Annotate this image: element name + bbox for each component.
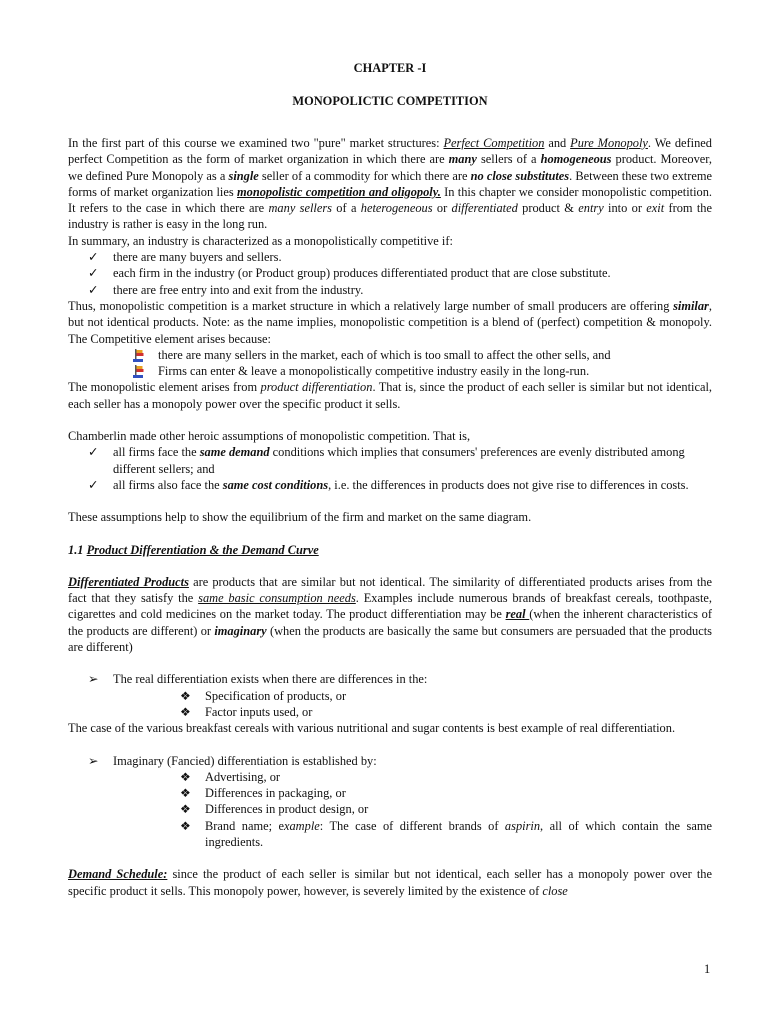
list-item: ✓ all firms face the same demand conditions which implies that consumers' preferences are evenly distributed among different sellers; and — [88, 445, 685, 476]
paragraph: Chamberlin made other heroic assumptions of monopolistic competition. That is, — [68, 429, 471, 444]
list-item: ➢ Imaginary (Fancied) differentiation is established by: — [88, 753, 377, 768]
flag-bullet-icon — [132, 365, 146, 378]
chapter-heading: CHAPTER -I — [353, 61, 427, 75]
arrow-bullet-icon: ➢ — [88, 672, 99, 687]
paragraph: These assumptions help to show the equilibrium of the firm and market on the same diagram. — [68, 510, 532, 525]
paragraph: Differentiated Products are products that are similar but not identical. The similarity of differentiated products arises from the fact that they satisfy the same basic consumption needs. Examples include numerous brands of breakfast cereals, toothpaste, cigarettes and cold medicines on the market today. The product differentiation may be real (when the inherent characteristics of the products are different) or imaginary (when the products are basically the same but consumers are persuaded that the products are different) — [68, 574, 712, 655]
checkmark-icon: ✓ — [88, 477, 99, 492]
checkmark-icon: ✓ — [88, 250, 99, 265]
list-item: ❖ Advertising, or — [180, 769, 281, 784]
list-item: there are many sellers in the market, each of which is too small to affect the other sells, and — [68, 347, 712, 363]
paragraph: The case of the various breakfast cereals with various nutritional and sugar contents is best example of real differentiation. — [68, 721, 676, 736]
flag-bullet-icon — [132, 349, 146, 362]
diamond-bullet-icon: ❖ — [180, 818, 191, 833]
summary-line: In summary, an industry is characterized as a monopolistically competitive if: — [68, 233, 453, 248]
arrow-bullet-icon: ➢ — [88, 753, 99, 768]
list-item: ❖ Factor inputs used, or — [180, 704, 313, 719]
diamond-bullet-icon: ❖ — [180, 769, 191, 784]
paragraph: Demand Schedule: since the product of each seller is similar but not identical, each seller has a monopoly power over the specific product it sells. This monopoly power, however, is severely limited by the existence of close — [68, 867, 712, 898]
page-number: 1 — [704, 962, 711, 976]
checkmark-icon: ✓ — [88, 445, 99, 460]
list-item: ✓ there are many buyers and sellers. — [88, 250, 282, 265]
list-item: ❖ Brand name; example: The case of different brands of aspirin, all of which contain the same ingredients. — [180, 818, 712, 849]
list-item: ✓ there are free entry into and exit from the industry. — [88, 282, 364, 297]
checkmark-icon: ✓ — [88, 266, 99, 281]
checkmark-icon: ✓ — [88, 282, 99, 297]
list-item: Firms can enter & leave a monopolistically competitive industry easily in the long-run. — [68, 363, 712, 379]
diamond-bullet-icon: ❖ — [180, 786, 191, 801]
chapter-title: MONOPOLICTIC COMPETITION — [292, 94, 488, 108]
list-item: ❖ Differences in packaging, or — [180, 786, 346, 801]
list-item: ✓ all firms also face the same cost conditions, i.e. the differences in products does not give rise to differences in costs. — [88, 477, 689, 492]
paragraph: Thus, monopolistic competition is a market structure in which a relatively large number of small producers are offering similar, but not identical products. Note: as the name implies, monopolistic competition is a blend of (perfect) competition & monopoly. The Competitive element arises because: — [68, 298, 712, 346]
diamond-bullet-icon: ❖ — [180, 704, 191, 719]
document-body — [68, 135, 712, 899]
list-item: ❖ Differences in product design, or — [180, 802, 369, 817]
list-item: ➢ The real differentiation exists when there are differences in the: — [88, 672, 428, 687]
intro-paragraph: In the first part of this course we examined two "pure" market structures: Perfect Competition and Pure Monopoly. We defined perfect Competition as the form of market organization in which there are many sellers of a homogeneous product. Moreover, we defined Pure Monopoly as a single seller of a commodity for which there are no close substitutes. Between these two extreme forms of market organization lies monopolistic competition and oligopoly. In this chapter we consider monopolistic competition. It refers to the case in which there are many sellers of a heterogeneous or differentiated product & entry into or exit from the industry is rather is easy in the long run. — [68, 136, 713, 232]
list-item: ✓ each firm in the industry (or Product group) produces differentiated product that are close substitute. — [88, 266, 611, 281]
section-heading: 1.1 Product Differentiation & the Demand Curve — [68, 542, 319, 557]
paragraph: The monopolistic element arises from product differentiation. That is, since the product of each seller is similar but not identical, each seller has a monopoly power over the specific product it sells. — [68, 380, 712, 411]
diamond-bullet-icon: ❖ — [180, 688, 191, 703]
diamond-bullet-icon: ❖ — [180, 802, 191, 817]
list-item: ❖ Specification of products, or — [180, 688, 347, 703]
